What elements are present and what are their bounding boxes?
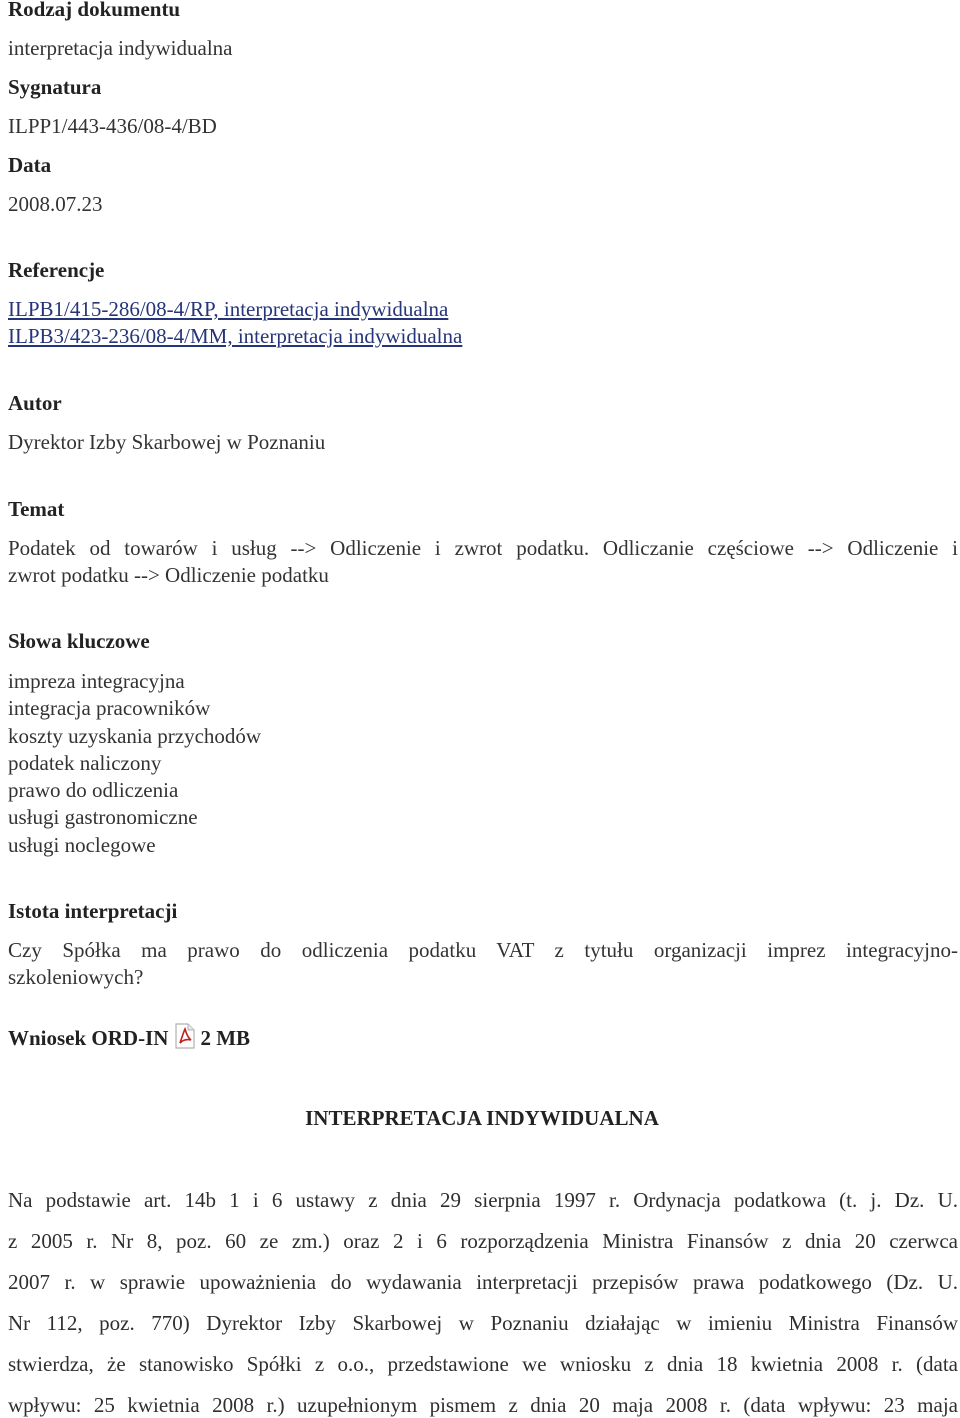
essence-line-1: Czy Spółka ma prawo do odliczenia podatku VAT z tytułu organizacji imprez integracyjno-: [8, 938, 958, 962]
body-line: wpływu: 25 kwietnia 2008 r.) uzupełnionym pismem z dnia 20 maja 2008 r. (data wpływu: 23 maja: [8, 1393, 958, 1417]
keyword-item: prawo do odliczenia: [8, 778, 179, 803]
body-line: 2007 r. w sprawie upoważnienia do wydawania interpretacji przepisów prawa podatkowego (Dz. U.: [8, 1270, 958, 1294]
doc-type-value: interpretacja indywidualna: [8, 36, 233, 60]
topic-label: Temat: [8, 497, 65, 521]
keyword-item: usługi noclegowe: [8, 832, 156, 857]
keywords-label: Słowa kluczowe: [8, 629, 150, 653]
signature-label: Sygnatura: [8, 75, 102, 99]
application-size: 2 MB: [200, 1026, 251, 1050]
date-label: Data: [8, 153, 52, 177]
date-value: 2008.07.23: [8, 192, 103, 216]
author-value: Dyrektor Izby Skarbowej w Poznaniu: [8, 430, 326, 454]
author-label: Autor: [8, 391, 62, 415]
topic-line-2: zwrot podatku --> Odliczenie podatku: [8, 563, 329, 587]
essence-line-2: szkoleniowych?: [8, 965, 144, 989]
keyword-item: integracja pracowników: [8, 696, 211, 721]
references-label: Referencje: [8, 258, 105, 282]
essence-label: Istota interpretacji: [8, 899, 178, 923]
keyword-item: usługi gastronomiczne: [8, 805, 198, 830]
keyword-item: koszty uzyskania przychodów: [8, 723, 262, 748]
interpretation-heading: INTERPRETACJA INDYWIDUALNA: [305, 1106, 659, 1130]
keyword-item: impreza integracyjna: [8, 669, 185, 693]
body-line: z 2005 r. Nr 8, poz. 60 ze zm.) oraz 2 i 6 rozporządzenia Ministra Finansów z dnia 20 czerwca: [8, 1229, 958, 1253]
doc-type-label: Rodzaj dokumentu: [8, 0, 181, 21]
keyword-item: podatek naliczony: [8, 750, 162, 775]
pdf-icon[interactable]: [174, 1023, 196, 1055]
body-line: stwierdza, że stanowisko Spółki z o.o., przedstawione we wniosku z dnia 18 kwietnia 2008 r. (data: [8, 1352, 958, 1376]
body-line: Nr 112, poz. 770) Dyrektor Izby Skarbowej w Poznaniu działając w imieniu Ministra Finansów: [8, 1311, 958, 1335]
signature-value: ILPP1/443-436/08-4/BD: [8, 114, 217, 138]
application-label: Wniosek ORD-IN: [8, 1026, 169, 1050]
body-line: Na podstawie art. 14b 1 i 6 ustawy z dnia 29 sierpnia 1997 r. Ordynacja podatkowa (t. j. Dz. U.: [8, 1188, 958, 1212]
application-row: [8, 1023, 250, 1055]
reference-link-1[interactable]: ILPB1/415-286/08-4/RP, interpretacja indywidualna: [8, 297, 449, 321]
keywords-list: [8, 668, 261, 859]
reference-link-2[interactable]: ILPB3/423-236/08-4/MM, interpretacja indywidualna: [8, 324, 463, 348]
topic-line-1: Podatek od towarów i usług --> Odliczenie i zwrot podatku. Odliczanie częściowe --> Odliczenie i: [8, 536, 958, 560]
